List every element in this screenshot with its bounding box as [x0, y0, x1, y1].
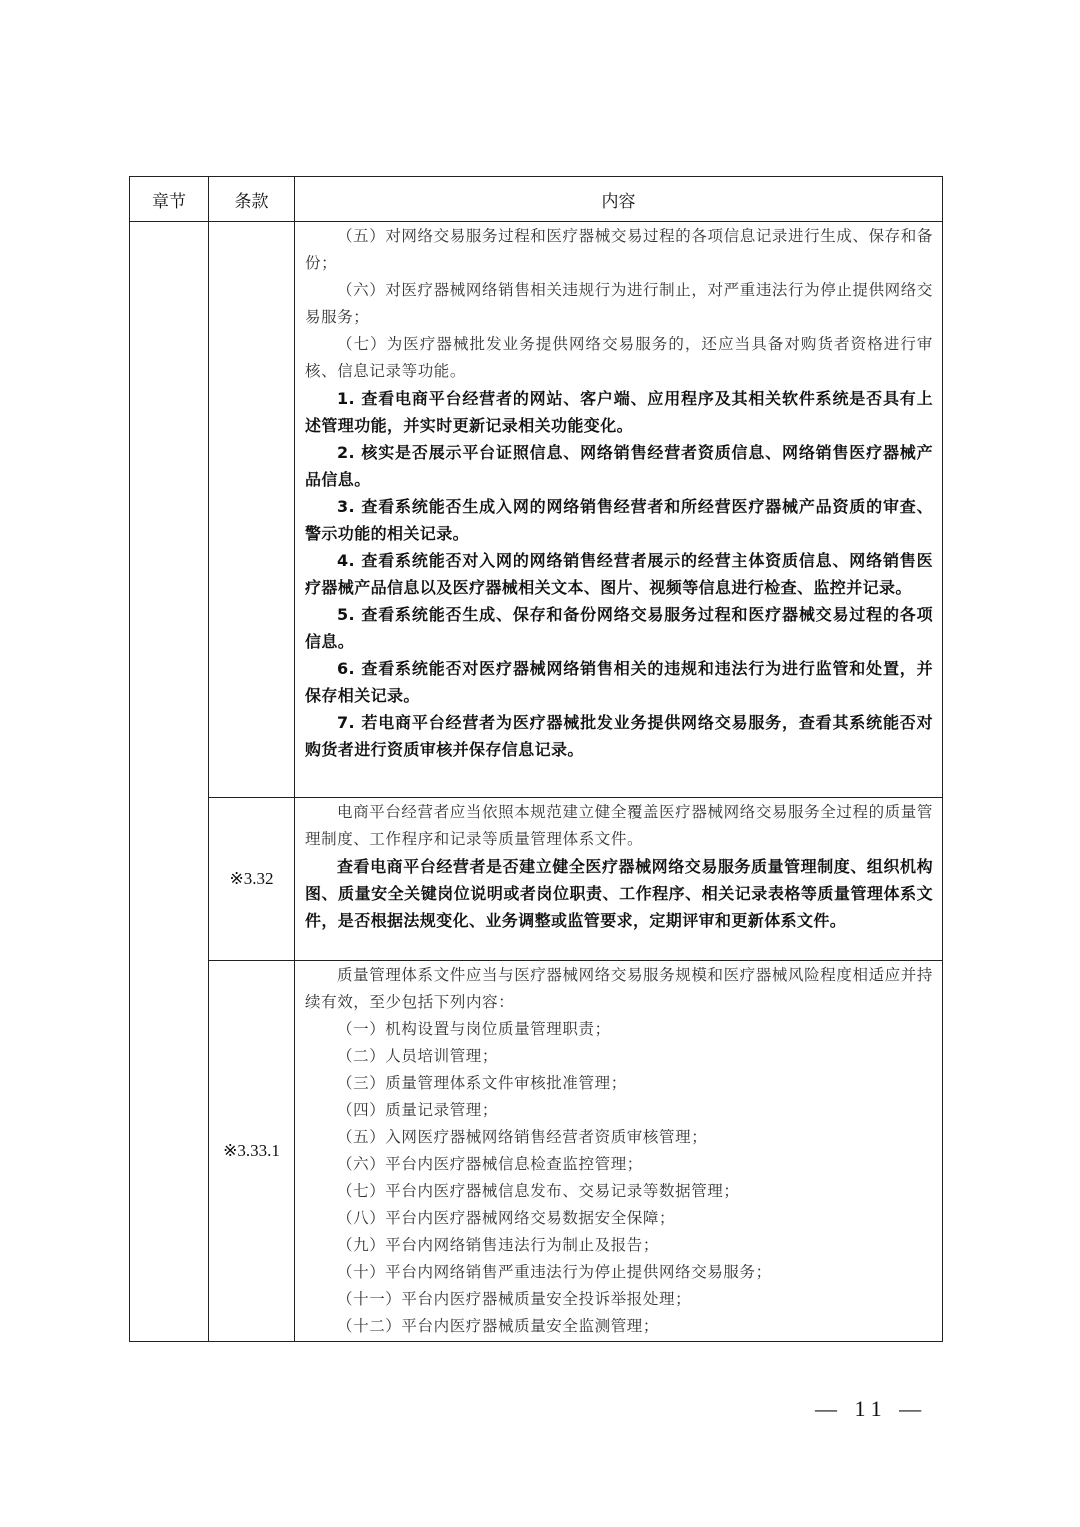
content-paragraph: （六）对医疗器械网络销售相关违规行为进行制止，对严重违法行为停止提供网络交易服务； [305, 281, 933, 326]
content-paragraphs [295, 798, 942, 934]
content-paragraph: 6. 查看系统能否对医疗器械网络销售相关的违规和违法行为进行监管和处置，并保存相关记录。 [305, 659, 933, 705]
content-paragraphs [295, 222, 942, 763]
clause-number: ※3.32 [209, 798, 295, 961]
table-header-row [130, 177, 943, 222]
header-clause: 条款 [209, 177, 295, 222]
chapter-cell [130, 222, 209, 1342]
table-row [130, 961, 943, 1342]
content-paragraph: （四）质量记录管理； [337, 1101, 499, 1119]
content-paragraph: 查看电商平台经营者是否建立健全医疗器械网络交易服务质量管理制度、组织机构图、质量安全关键岗位说明或者岗位职责、工作程序、相关记录表格等质量管理体系文件，是否根据法规变化、业务调整或监管要求，定期评审和更新体系文件。 [305, 857, 933, 930]
page-number: — 11 — [815, 1396, 928, 1421]
content-paragraphs [295, 961, 942, 1340]
table-row [130, 798, 943, 961]
content-paragraph: （五）对网络交易服务过程和医疗器械交易过程的各项信息记录进行生成、保存和备份； [305, 227, 933, 272]
content-paragraph: （八）平台内医疗器械网络交易数据安全保障； [337, 1209, 676, 1227]
content-paragraph: 电商平台经营者应当依照本规范建立健全覆盖医疗器械网络交易服务全过程的质量管理制度、工作程序和记录等质量管理体系文件。 [305, 803, 933, 848]
content-paragraph: 7. 若电商平台经营者为医疗器械批发业务提供网络交易服务，查看其系统能否对购货者进行资质审核并保存信息记录。 [305, 713, 933, 759]
content-paragraph: 1. 查看电商平台经营者的网站、客户端、应用程序及其相关软件系统是否具有上述管理功能，并实时更新记录相关功能变化。 [305, 389, 933, 435]
content-paragraph: （六）平台内医疗器械信息检查监控管理； [337, 1155, 643, 1173]
header-content: 内容 [295, 177, 943, 222]
regulation-table [129, 176, 943, 1342]
content-paragraph: （五）入网医疗器械网络销售经营者资质审核管理； [337, 1128, 708, 1146]
content-paragraph: （十一）平台内医疗器械质量安全投诉举报处理； [337, 1290, 692, 1308]
content-paragraph: 质量管理体系文件应当与医疗器械网络交易服务规模和医疗器械风险程度相适应并持续有效，至少包括下列内容： [305, 966, 933, 1011]
content-paragraph: （十二）平台内医疗器械质量安全监测管理； [337, 1317, 660, 1335]
content-paragraph: （七）为医疗器械批发业务提供网络交易服务的，还应当具备对购货者资格进行审核、信息记录等功能。 [305, 335, 933, 380]
content-paragraph: （二）人员培训管理； [337, 1047, 499, 1065]
content-paragraph: 5. 查看系统能否生成、保存和备份网络交易服务过程和医疗器械交易过程的各项信息。 [305, 605, 933, 651]
content-paragraph: （七）平台内医疗器械信息发布、交易记录等数据管理； [337, 1182, 740, 1200]
table-row [130, 222, 943, 798]
content-paragraph: 4. 查看系统能否对入网的网络销售经营者展示的经营主体资质信息、网络销售医疗器械产品信息以及医疗器械相关文本、图片、视频等信息进行检查、监控并记录。 [305, 551, 933, 597]
content-cell [295, 961, 943, 1342]
regulation-table-page [129, 176, 942, 1342]
content-paragraph: （三）质量管理体系文件审核批准管理； [337, 1074, 627, 1092]
content-paragraph: 2. 核实是否展示平台证照信息、网络销售经营者资质信息、网络销售医疗器械产品信息。 [305, 443, 933, 489]
content-cell [295, 222, 943, 798]
content-paragraph: 3. 查看系统能否生成入网的网络销售经营者和所经营医疗器械产品资质的审查、警示功能的相关记录。 [305, 497, 933, 543]
content-cell [295, 798, 943, 961]
content-paragraph: （一）机构设置与岗位质量管理职责； [337, 1020, 611, 1038]
content-paragraph: （九）平台内网络销售违法行为制止及报告； [337, 1236, 660, 1254]
clause-number: ※3.33.1 [209, 961, 295, 1342]
clause-cell [209, 222, 295, 798]
content-paragraph: （十）平台内网络销售严重违法行为停止提供网络交易服务； [337, 1263, 772, 1281]
header-chapter: 章节 [130, 177, 209, 222]
